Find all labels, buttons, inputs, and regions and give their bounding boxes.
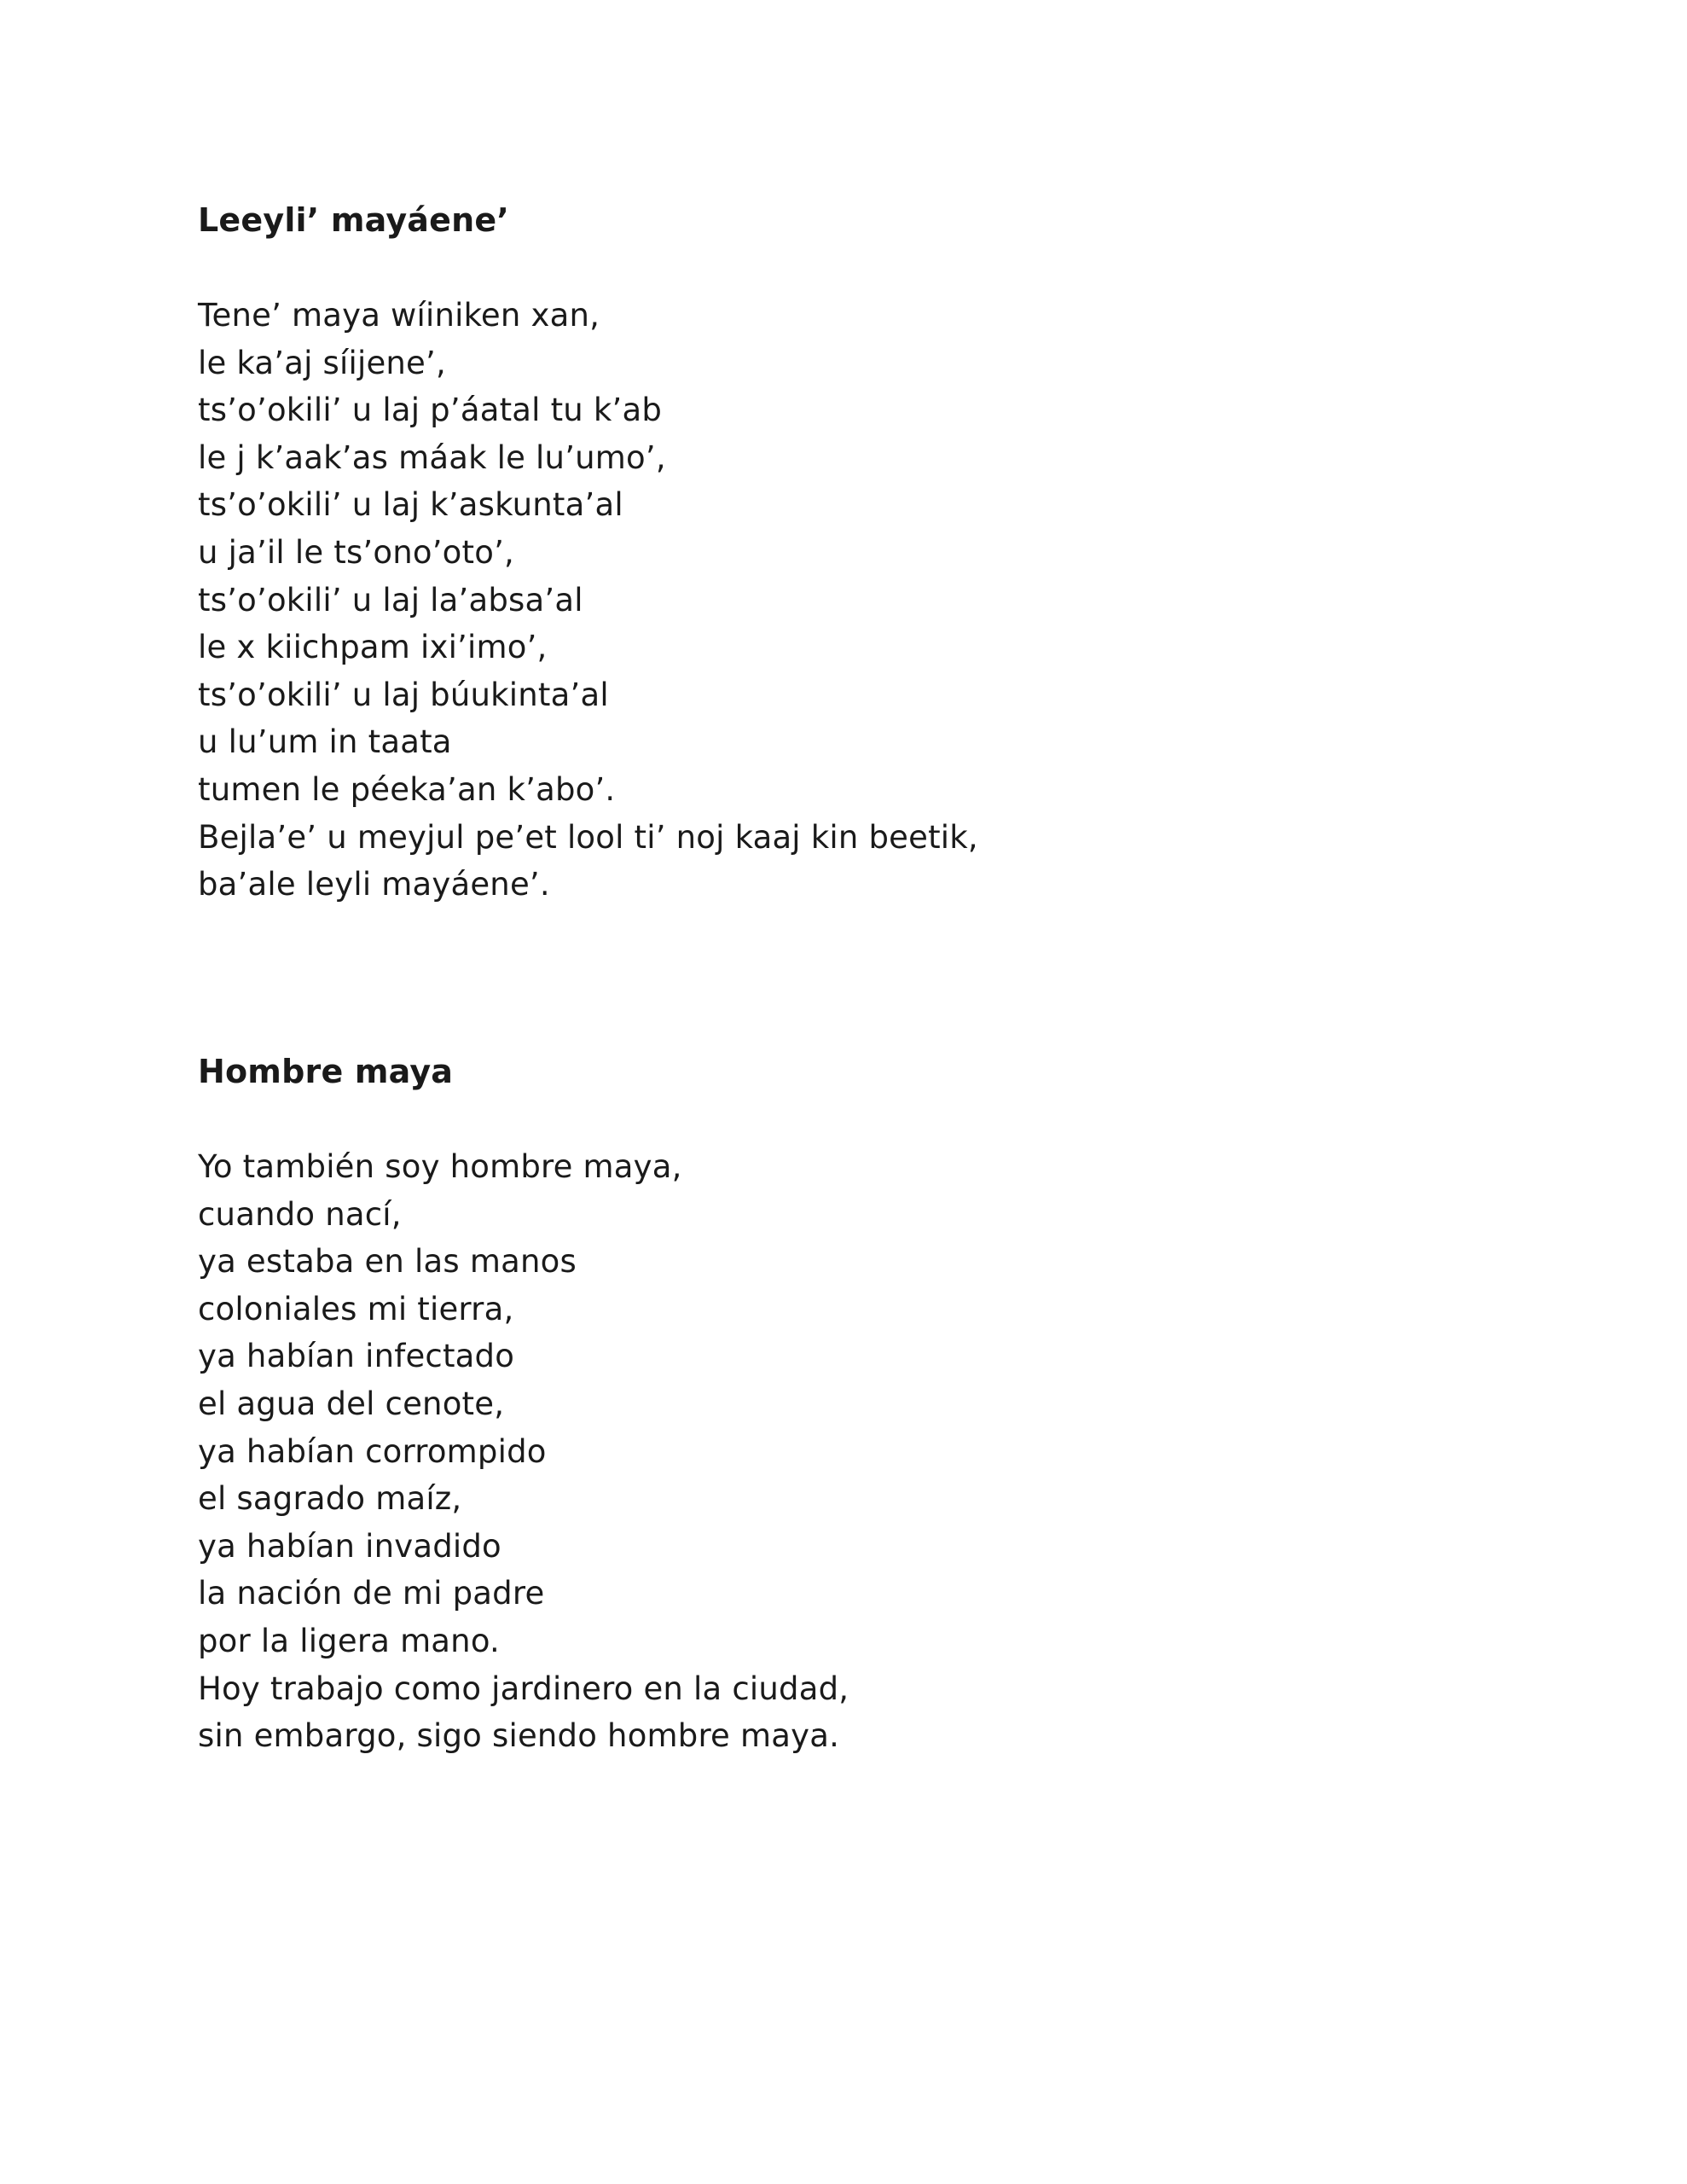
poem-stanza bbox=[198, 292, 1477, 909]
poem-line: Tene’ maya wíiniken xan, bbox=[198, 297, 600, 334]
poem-line: le x kiichpam ixi’imo’, bbox=[198, 629, 548, 666]
poem-line: ya habían infectado bbox=[198, 1338, 515, 1375]
poem-line: Yo también soy hombre maya, bbox=[198, 1148, 682, 1185]
poem-line: ts’o’okili’ u laj la’absa’al bbox=[198, 581, 583, 619]
poem-title: Leeyli’ mayáene’ bbox=[198, 201, 509, 239]
poem-line: el agua del cenote, bbox=[198, 1385, 505, 1422]
poem-spanish bbox=[198, 1048, 1477, 1760]
poem-maya bbox=[198, 196, 1477, 909]
poem-title: Hombre maya bbox=[198, 1053, 454, 1090]
poem-line: cuando nací, bbox=[198, 1195, 402, 1233]
poem-line: Bejla’e’ u meyjul pe’et lool ti’ noj kaaj kin beetik, bbox=[198, 818, 978, 856]
poem-line: la nación de mi padre bbox=[198, 1575, 545, 1612]
poem-line: le j k’aak’as máak le lu’umo’, bbox=[198, 439, 666, 476]
poem-line: tumen le péeka’an k’abo’. bbox=[198, 770, 616, 808]
poem-line: ya estaba en las manos bbox=[198, 1243, 577, 1281]
poem-line: coloniales mi tierra, bbox=[198, 1290, 514, 1327]
poem-line: Hoy trabajo como jardinero en la ciudad, bbox=[198, 1670, 849, 1707]
poem-line: sin embargo, sigo siendo hombre maya. bbox=[198, 1717, 840, 1755]
poem-line: el sagrado maíz, bbox=[198, 1480, 462, 1518]
poem-line: ya habían corrompido bbox=[198, 1432, 547, 1470]
poem-line: ya habían invadido bbox=[198, 1527, 501, 1565]
poem-line: ba’ale leyli mayáene’. bbox=[198, 866, 550, 903]
poem-line: u ja’il le ts’ono’oto’, bbox=[198, 533, 514, 571]
poem-line: ts’o’okili’ u laj p’áatal tu k’ab bbox=[198, 392, 663, 429]
poem-line: ts’o’okili’ u laj búukinta’al bbox=[198, 676, 609, 713]
poem-line: ts’o’okili’ u laj k’askunta’al bbox=[198, 486, 623, 524]
poem-stanza bbox=[198, 1143, 1477, 1760]
poem-line: le ka’aj síijene’, bbox=[198, 344, 446, 381]
poem-line: por la ligera mano. bbox=[198, 1622, 500, 1659]
poem-line: u lu’um in taata bbox=[198, 723, 452, 761]
